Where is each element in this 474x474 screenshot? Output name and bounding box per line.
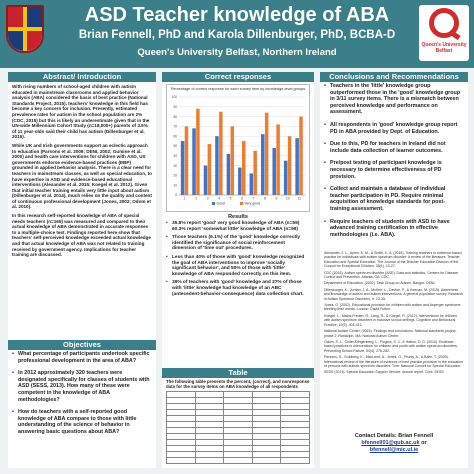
q-ring-icon <box>429 8 459 38</box>
abstract-section <box>8 72 156 263</box>
x-tick-label: 3 <box>206 196 209 201</box>
objectives-heading: Objectives <box>8 340 156 350</box>
poster-authors: Brian Fennell, PhD and Karola Dillenburger, PhD, BCBA-D <box>78 29 396 41</box>
conclusion-item: • All respondents in 'good' knowledge group report PD in ABA provided by Dept. of Education. <box>324 122 464 135</box>
contact-or: or <box>421 440 427 446</box>
x-tick-label: 7 <box>252 196 255 201</box>
table-section <box>162 368 314 464</box>
conclusion-item: • Pre/post testing of participant knowledge is necessary to determine effectiveness of PD provision. <box>324 160 464 180</box>
results-subheading: Results <box>228 214 248 220</box>
conclusions-list <box>320 82 468 238</box>
y-tick-label: 30 <box>173 163 177 168</box>
table-cell <box>224 458 253 464</box>
bar-very-good <box>242 141 245 195</box>
conclusion-item: • Teachers in the 'little' knowledge group outperformed those in the 'good' knowledge group in 3/11 survey items. There is a mismatch between perceived knowledge and performance on assessment. <box>324 83 464 116</box>
objectives-section <box>8 340 156 442</box>
bar-very-good <box>185 126 188 195</box>
reference-item: Jones, G. (2002). Educational provision for children with autism and Asperger syndrome: Meeting their needs. London: David Fulton. <box>324 303 462 312</box>
abstract-heading: Abstract/ Introduction <box>8 72 156 82</box>
abstract-paragraph: While UK and Irish governments support an eclectic approach to education (Parsons et al. 2009; DENI, 2002; Gumine et al. 2000) and health care interventions for children with ASD, US governments endorse evidence-based practices (EBP) grounded in applied behavior analysis. There is a clear need for teachers in mainstream classes, as well as special education, to have expertise in ASD and evidence-based educational interventions (Alexander et al. 2015; Koegel et al. 2012). Given that initial teacher training entails very little input about autism (Dillenburger et al. 2014), much relies on the quality and content of continuous professional development (Jones, 2002; Odom et al. 2010). <box>12 142 152 210</box>
x-tick-label: 9 <box>275 196 278 201</box>
table-cell <box>252 458 281 464</box>
contact-name: Brian Fennell <box>398 433 434 439</box>
bar-good <box>295 138 298 195</box>
reference-item: Parsons, S., Guldberg, K., MacLeod, A., Jones, G., Prunty, A., & Balfe, T. (2009). International review of the literature of evidence of best practice provision in the education of persons with autistic spectrum disorders. Trim: National Council for Special Education. <box>324 355 463 368</box>
bar-good <box>227 154 230 195</box>
abstract-paragraph: With rising numbers of school-aged children with autism educated in mainstream classrooms and applied behavior analysis (ABA) considered the basis of best practice (National Standards Project, 2015), teachers' knowledge in this field has become a key concern for inclusion. Presently, estimated prevalence rates for autism in the school population are 2% (CDC, 2015) but this is likely an underestimate given that in the UN-wide Millennium Cohort Study (n=18,000+) parents of 3.5% of 11 year-olds said their child has autism (Dillenburger et al. 2015). <box>12 84 150 140</box>
conclusions-heading: Conclusions and Recommendations <box>320 72 468 82</box>
results-list <box>162 220 314 297</box>
contact-email-2[interactable]: bfennell@mic.ul.ie <box>369 447 419 453</box>
x-tick-label: 10 <box>286 196 290 201</box>
x-tick-label: 8 <box>264 196 266 201</box>
y-tick-label: 50 <box>173 144 177 149</box>
x-tick-label: 11 <box>297 196 301 201</box>
table-caption: The following table presents the percent, (correct), and nonresponse data for the survey items on ABA knowledge of all respondents <box>166 379 310 390</box>
reference-item: Odom, S. L., Collet-Klingenberg, L., Rogers, S. J., & Hatton, D. D. (2010). Evidence-based practices in interventions for children and youth with autism spectrum disorders. Preventing School Failure, 54(4), 275-282. <box>324 339 458 353</box>
objectives-list <box>8 350 156 436</box>
reference-item: Dillenburger, K., Jordan, J. A., McKerr, L., Devine, P., & Keenan, M. (2015). Awareness and knowledge of autism and autism interventions: A general population survey. Research in Autism Spectrum Disorders, 9, 23-35. <box>324 287 464 301</box>
correct-responses-heading: Correct responses <box>162 72 314 82</box>
bar-good <box>215 136 218 195</box>
x-tick-label: 2 <box>195 196 198 201</box>
y-tick-label: 70 <box>173 124 177 129</box>
objective-item: • How do teachers with a self-reported good knowledge of ABA compare to those with little understanding of the science of behavior in answering basic questions about ABA? <box>12 409 152 435</box>
conclusions-section <box>320 72 468 244</box>
bar-very-good <box>253 151 256 195</box>
chart-svg <box>167 95 309 209</box>
reference-item: Department of Education. (2002). Task Group on Autism. Bangor: DENI. <box>324 281 436 286</box>
bar-good <box>272 148 275 195</box>
y-tick-label: 80 <box>173 114 177 119</box>
bar-very-good <box>265 113 268 195</box>
bar-good <box>192 128 195 195</box>
middle-column <box>162 72 314 468</box>
poster-header <box>0 0 474 68</box>
contact-email-1[interactable]: bfennell01@qub.ac.uk <box>361 440 420 446</box>
bar-very-good <box>299 117 302 195</box>
poster-title: ASD Teacher knowledge of ABA <box>84 4 390 26</box>
reference-item: Koegel, L., Matos-Freden, R., Lang, R., & Koegel, R. (2012). Interventions for children with autism spectrum disorders in inclusive school settings. Cognitive and Behavioral Practice, 19(3), 401-412. <box>324 313 458 327</box>
y-tick-label: 100 <box>171 95 177 100</box>
x-tick-label: 5 <box>229 196 232 201</box>
references-section <box>320 248 468 380</box>
conclusion-item: • Due to this, PD for teachers in Ireland did not include data collection of learner outcomes. <box>324 141 464 154</box>
legend-swatch <box>240 202 243 205</box>
contact-details <box>320 430 468 454</box>
table-cell <box>281 458 310 464</box>
bar-very-good <box>196 109 199 195</box>
y-tick-label: 10 <box>173 183 177 188</box>
x-tick-label: 6 <box>241 196 243 201</box>
legend-label: Good <box>216 201 225 206</box>
legend-label: Very good <box>244 201 260 206</box>
chart-title: Percentage of correct response for each survey item by knowledge-level groups <box>170 87 306 91</box>
correct-responses-section <box>162 72 314 300</box>
table-row <box>167 458 310 464</box>
bar-very-good <box>276 124 279 195</box>
queens-university-logo <box>419 5 469 61</box>
objective-item: • What percentage of participants undertook specific professional development in the area of ABA? <box>12 351 152 364</box>
y-tick-label: 20 <box>173 173 177 178</box>
logo-text: Queen's University Belfast <box>421 42 467 54</box>
bar-very-good <box>219 112 222 195</box>
conclusion-item: • Collect and maintain a database of individual teacher participation in PD. Require minimal acquisition of knowledge standards for post-training assessment. <box>324 186 464 212</box>
table-cell <box>167 458 196 464</box>
result-item: • 35.8% report 'good' very good knowledge of ABA (n=59) 60.3% report 'somewhat little' knowledge of ABA (n=99) <box>166 221 310 232</box>
bar-very-good <box>231 126 234 195</box>
bar-very-good <box>288 136 291 195</box>
conclusion-item: • Require teachers of students with ASD to have advanced training certification in effective methodologies (i.e. ABA). <box>324 219 464 239</box>
result-item: • Less than 40% of those with 'good' knowledge recognized the goal of ABA interventions to improve 'socially significant behavior', and 50% of those with 'little' knowledge of ABA responded correctly on this item. <box>166 255 310 277</box>
references-list <box>320 248 468 380</box>
y-tick-label: 90 <box>173 105 177 109</box>
objective-item: • In 2012 approximately 320 teachers were designated specifically for classes of students with ASD (SESS, 2013). How many of these were competent in the knowledge of ABA methodologies? <box>12 370 152 403</box>
result-item: • 39% of teachers with 'good' knowledge and 27% of those with 'little' knowledge had knowledge of an ABC (antecedent-behavior-consequence) data collection chart. <box>166 280 310 297</box>
reference-item: CDC (2015). Autism spectrum disorder (ASD): Data and statistics. Centers for Disease Control and Prevention. Atlanta, GA: CDC. <box>324 270 459 280</box>
results-table <box>166 391 310 464</box>
reference-item: National Autism Center. (2015). Findings and conclusions: National standards project, phase 2. Randolph, MA: National Autism Center. <box>324 329 457 338</box>
bar-good <box>181 141 184 195</box>
bar-good <box>204 166 207 195</box>
reference-item: Alexander, J. L., Ayres, K. M., & Smith, K. A. (2015). Training teachers in evidence-based practice for individuals with autism spectrum disorder: A review of the literature. Teacher Education and Special Education: The Journal of the Teacher Education Division of the Council for Exceptional Children, 38(1), 13-27. <box>324 251 462 269</box>
legend-swatch <box>212 202 215 205</box>
bar-good <box>250 173 253 195</box>
y-tick-label: 0 <box>175 193 177 198</box>
bar-good <box>284 161 287 195</box>
table-heading: Table <box>162 368 314 378</box>
bar-good <box>238 168 241 195</box>
abstract-text <box>8 82 156 263</box>
result-item: • Those teachers (6.1%) of the 'good' knowledge correctly identified the significance of social reinforcement dimension of 'time out' procedures. <box>166 235 310 252</box>
right-column <box>320 72 468 468</box>
y-tick-label: 60 <box>173 134 177 139</box>
reference-item: SESS (2013). Special Education Support Service. Annual report. Cork: SESS. <box>324 370 445 375</box>
table-cell <box>195 458 224 464</box>
contact-label: Contact Details: <box>354 433 397 439</box>
bar-very-good <box>208 144 211 195</box>
university-crest-icon <box>6 5 44 53</box>
y-tick-label: 40 <box>173 154 177 158</box>
bar-good <box>261 134 264 195</box>
bar-chart <box>166 84 310 212</box>
poster-affiliation: Queen's University Belfast, Northern Ireland <box>137 47 337 58</box>
x-tick-label: 4 <box>218 196 220 201</box>
contact-section <box>320 430 468 454</box>
abstract-paragraph: In this research self-reported knowledge of ABA of special needs teachers (n=165) was measured and compared to their actual knowledge of ABA demonstrated in accurate responses to a multiple-choice test. Findings reported here show that teachers' self-perceived knowledge exceeded actual knowledge and that actual knowledge of ABA was not related to training received by government agency. Implications for teacher training are discussed. <box>12 213 151 258</box>
x-tick-label: 1 <box>183 196 186 201</box>
left-column <box>8 72 156 468</box>
